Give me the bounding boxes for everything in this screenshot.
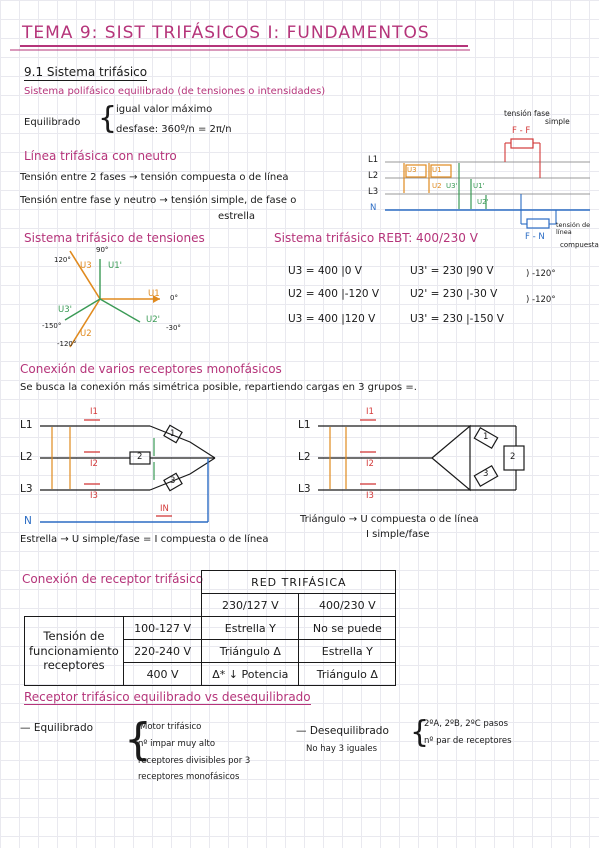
est-l2: L2 (20, 451, 33, 463)
angle-120: 120° (54, 256, 71, 264)
tri-l2: L2 (298, 451, 311, 463)
table-cell: 100-127 V (123, 617, 202, 640)
table-cell: Triángulo Δ (299, 663, 396, 686)
shift-1: ) -120° (526, 269, 556, 279)
compuesta-note: compuesta (560, 241, 599, 249)
tensiones-heading: Sistema trifásico de tensiones (24, 231, 205, 245)
tri-load-2: 2 (510, 452, 516, 462)
deseq-sub: No hay 3 iguales (306, 744, 378, 754)
line-label-l2: L2 (368, 171, 379, 181)
rebt-heading: Sistema trifásico REBT: 400/230 V (274, 231, 478, 245)
row-label: Tensión de funcionamiento receptores (25, 617, 124, 686)
receptor-heading: Conexión de receptor trifásico (22, 572, 204, 586)
u-label-1: U3 (407, 166, 417, 174)
tri-i2: I2 (366, 459, 374, 469)
phasor-u2p: U2' (146, 315, 160, 325)
section-heading: 9.1 Sistema trifásico (24, 65, 148, 79)
est-l1: L1 (20, 419, 33, 431)
deseq-item: nº par de receptores (424, 736, 512, 746)
col-header-2: 400/230 V (299, 594, 396, 617)
est-n: N (24, 515, 32, 527)
angle-0: 0° (170, 294, 178, 302)
brace: { (98, 101, 118, 136)
receptor-table (24, 570, 396, 686)
deseq-brace: { (410, 715, 430, 750)
deseq-label: — Desequilibrado (296, 725, 389, 737)
angle-m150: -150° (42, 322, 62, 330)
page-title: TEMA 9: SIST TRIFÁSICOS I: FUNDAMENTOS (22, 23, 430, 43)
u-label-2: U1 (432, 166, 442, 174)
phasor-u1p: U1' (108, 261, 122, 271)
estrella-label: Estrella → U simple/fase = I compuesta o de línea (20, 534, 269, 545)
u-label-3: U2 (432, 182, 442, 190)
tri-i1: I1 (366, 407, 374, 417)
tri-i3: I3 (366, 491, 374, 501)
eq-item: Motor trifásico (140, 722, 202, 732)
eq-item: receptores divisibles por 3 (138, 756, 251, 766)
est-l3: L3 (20, 483, 33, 495)
shift-2: ) -120° (526, 295, 556, 305)
angle-m120: -120° (57, 340, 77, 348)
phasor-u2: U2 (80, 329, 92, 339)
eq-brace: { (124, 714, 152, 765)
u-label-4: U3' (446, 182, 458, 190)
eq-item-1: igual valor máximo (116, 104, 213, 115)
angle-90: 90° (96, 246, 109, 254)
est-load-3: 3 (170, 476, 176, 486)
tension-linea-note: tensión de línea (556, 221, 591, 237)
left-eq-2: U2 = 400 |-120 V (288, 288, 380, 300)
right-eq-1: U3' = 230 |90 V (410, 265, 494, 277)
fn-label: F - N (525, 232, 545, 242)
phasor-u1: U1 (148, 289, 160, 299)
conexion-intro: Se busca la conexión más simétrica posible, repartiendo cargas en 3 grupos =. (20, 382, 417, 393)
phasor-u3: U3 (80, 261, 92, 271)
tri-l3: L3 (298, 483, 311, 495)
table-cell: Estrella Y (299, 640, 396, 663)
right-eq-3: U3' = 230 |-150 V (410, 313, 504, 325)
left-eq-3: U3 = 400 |120 V (288, 313, 376, 325)
table-cell: 220-240 V (123, 640, 202, 663)
tension-simple-cont: estrella (218, 211, 256, 222)
tension-compuesta: Tensión entre 2 fases → tensión compuesta o de línea (20, 172, 289, 183)
eq-label: — Equilibrado (20, 722, 94, 734)
u-label-6: U2' (477, 198, 489, 206)
est-i3: I3 (90, 491, 98, 501)
est-in: IN (160, 504, 169, 514)
red-header: RED TRIFÁSICA (202, 571, 396, 594)
equilibrado-label: Equilibrado (24, 117, 81, 128)
angle-m30: -30° (166, 324, 181, 332)
tri-load-3: 3 (483, 469, 489, 479)
ff-label: F - F (512, 126, 531, 136)
tri-load-1: 1 (483, 432, 489, 442)
linea-heading: Línea trifásica con neutro (24, 149, 177, 163)
line-label-n: N (370, 203, 377, 213)
eq-item: nº impar muy alto (138, 739, 216, 749)
u-label-5: U1' (473, 182, 485, 190)
phasor-u3p: U3' (58, 305, 72, 315)
est-load-1: 1 (170, 429, 176, 439)
deseq-item: 2ºA, 2ºB, 2ºC pasos (424, 719, 508, 729)
polifasico-line: Sistema polifásico equilibrado (de tensiones o intensidades) (24, 86, 326, 97)
eqdeseq-heading: Receptor trifásico equilibrado vs desequilibrado (24, 690, 311, 704)
eq-item-2: desfase: 360º/n = 2π/n (116, 124, 232, 135)
simple-note: simple (545, 117, 570, 126)
eq-item: receptores monofásicos (138, 772, 240, 782)
triangulo-label-2: I simple/fase (366, 529, 430, 540)
left-eq-1: U3 = 400 |0 V (288, 265, 362, 277)
triangulo-label: Triángulo → U compuesta o de línea (300, 514, 479, 525)
line-label-l1: L1 (368, 155, 379, 165)
tension-fase-note: tensión fase (504, 109, 550, 118)
est-i2: I2 (90, 459, 98, 469)
est-load-2: 2 (137, 452, 143, 462)
col-header-1: 230/127 V (202, 594, 299, 617)
tri-l1: L1 (298, 419, 311, 431)
right-eq-2: U2' = 230 |-30 V (410, 288, 498, 300)
est-i1: I1 (90, 407, 98, 417)
line-label-l3: L3 (368, 187, 379, 197)
tension-simple: Tensión entre fase y neutro → tensión simple, de fase o (20, 195, 297, 206)
table-cell: Triángulo Δ (202, 640, 299, 663)
table-cell: Δ* ↓ Potencia (202, 663, 299, 686)
table-cell: 400 V (123, 663, 202, 686)
table-cell: Estrella Y (202, 617, 299, 640)
table-cell: No se puede (299, 617, 396, 640)
conexion-heading: Conexión de varios receptores monofásicos (20, 362, 282, 376)
